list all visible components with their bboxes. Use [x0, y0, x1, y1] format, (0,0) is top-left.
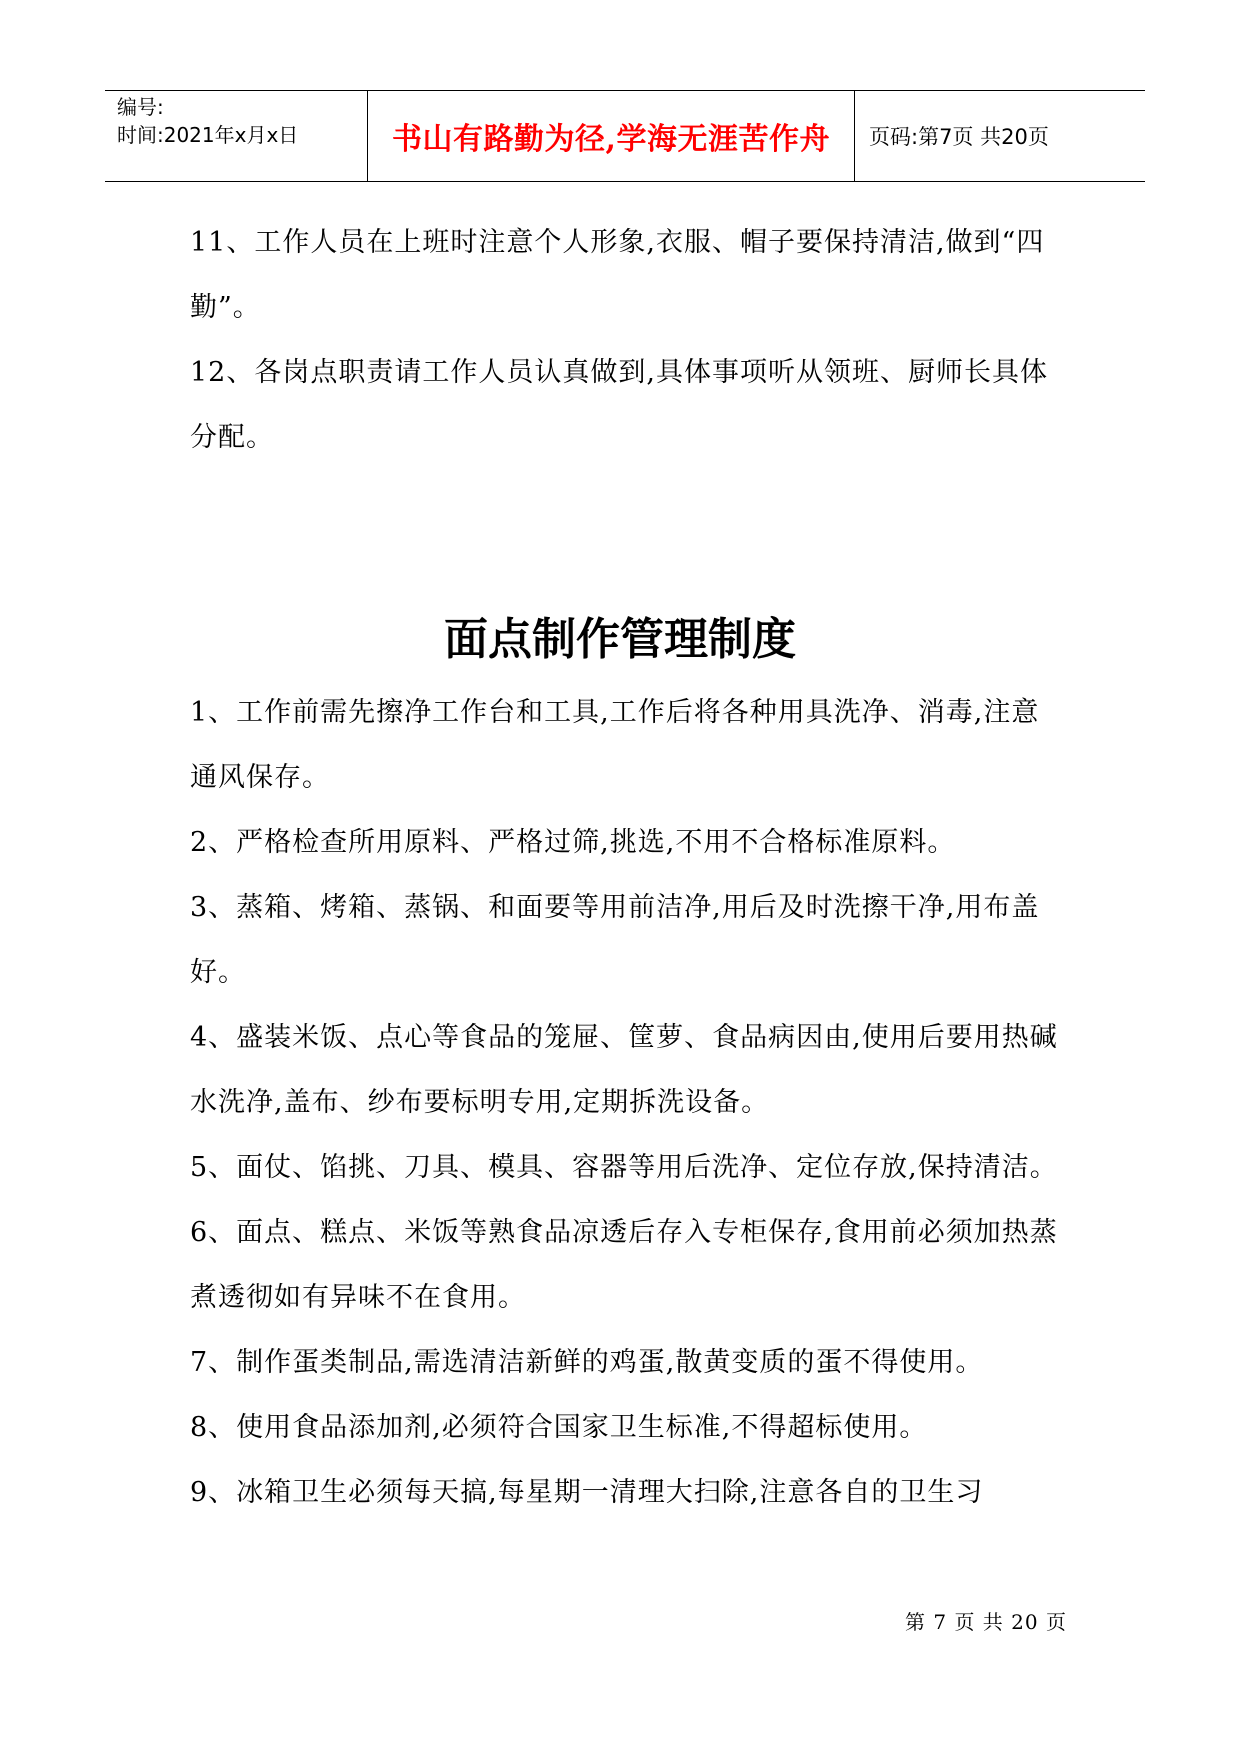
rule-item: 4、盛装米饭、点心等食品的笼屉、筐萝、食品病因由,使用后要用热碱水洗净,盖布、纱布要标明专用,定期拆洗设备。 [190, 1022, 1058, 1118]
header-page-number: 页码:第7页 共20页 [869, 125, 1049, 149]
rule-item: 6、面点、糕点、米饭等熟食品凉透后存入专柜保存,食用前必须加热蒸煮透彻如有异味不在食用。 [190, 1217, 1058, 1313]
page-footer: 第 7 页 共 20 页 [905, 1610, 1067, 1634]
rule-item: 5、面仗、馅挑、刀具、模具、容器等用后洗净、定位存放,保持清洁。 [190, 1152, 1058, 1183]
paragraph: 11、工作人员在上班时注意个人形象,衣服、帽子要保持清洁,做到“四勤”。 [190, 227, 1045, 323]
header-meta-cell [105, 91, 368, 181]
rule-item: 7、制作蛋类制品,需选清洁新鲜的鸡蛋,散黄变质的蛋不得使用。 [190, 1347, 984, 1378]
header-motto: 书山有路勤为径,学海无涯苦作舟 [368, 91, 855, 181]
section-title: 面点制作管理制度 [444, 614, 796, 665]
rule-item: 2、严格检查所用原料、严格过筛,挑选,不用不合格标准原料。 [190, 827, 956, 858]
document-time-label: 时间:2021年x月x日 [117, 123, 299, 147]
rule-item: 3、蒸箱、烤箱、蒸锅、和面要等用前洁净,用后及时洗擦干净,用布盖好。 [190, 892, 1040, 988]
rule-item: 1、工作前需先擦净工作台和工具,工作后将各种用具洗净、消毒,注意通风保存。 [190, 697, 1040, 793]
rule-item: 9、冰箱卫生必须每天搞,每星期一清理大扫除,注意各自的卫生习 [190, 1477, 984, 1508]
document-body [190, 210, 1060, 1525]
paragraph: 12、各岗点职责请工作人员认真做到,具体事项听从领班、厨师长具体分配。 [190, 357, 1048, 453]
rule-item: 8、使用食品添加剂,必须符合国家卫生标准,不得超标使用。 [190, 1412, 928, 1443]
document-header [105, 90, 1145, 182]
document-number-label: 编号: [117, 95, 164, 119]
section-spacer [190, 470, 1060, 600]
